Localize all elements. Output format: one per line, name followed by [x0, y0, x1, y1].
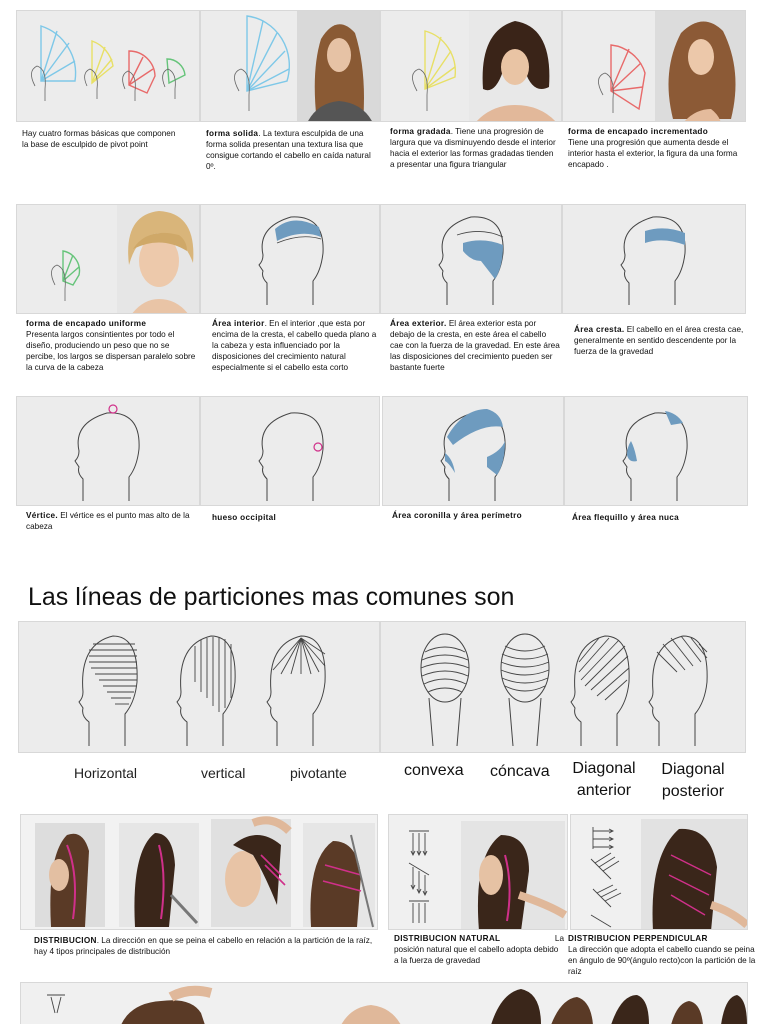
panel-uniform-layer [16, 204, 200, 314]
label-horizontal: Horizontal [74, 765, 138, 781]
exterior-area-head [381, 205, 562, 314]
caption-title: DISTRIBUCION PERPENDICULAR [568, 934, 708, 943]
section-title: Las líneas de particiones mas comunes son [28, 583, 515, 611]
caption-crest-area [574, 324, 744, 357]
crown-perimeter-head [383, 397, 564, 506]
panel-partitions-right [380, 621, 746, 753]
caption-title: Área cresta. [574, 325, 625, 334]
perpendicular-distribution-diagram [571, 815, 748, 930]
caption-crown-perimeter [392, 510, 564, 521]
caption-title: forma solida [206, 129, 259, 138]
fringe-nape-head [565, 397, 748, 506]
distribution-photo-strip [21, 815, 378, 930]
panel-vertex [16, 396, 200, 506]
panel-perpendicular-distribution [570, 814, 748, 930]
caption-text: El área exterior esta por debajo de la cresta, en este área el cabello cae con la fuerza de la gravedad. En este área las disposiciones del crecimiento pueden ser bastante fuerte [390, 319, 560, 372]
panel-natural-distribution [388, 814, 568, 930]
caption-distribution [34, 935, 374, 957]
label-vertical: vertical [201, 765, 246, 781]
caption-text: . En el interior ,que esta por encima de la cresta, el cabello queda plano a la cabeza y esta influenciado por la disposiciones del crecimiento natural especialmente si el cabello esta corto [212, 319, 377, 372]
caption-text: posición natural que el cabello adopta debido a la fuerza de gravedad [394, 945, 559, 965]
caption-title: hueso occipital [212, 513, 277, 522]
caption-title: forma de encapado incrementado [568, 127, 709, 136]
caption-text: El cabello en el área cresta cae, generalmente en sentido descendente por la fuerza de la gravedad [574, 325, 744, 356]
caption-text: El vértice es el punto mas alto de la cabeza [26, 511, 190, 531]
panel-fringe-nape [564, 396, 748, 506]
model-photo-wavy-long [655, 11, 746, 122]
caption-title: DISTRIBUCION [34, 936, 97, 945]
caption-text-start: La [554, 934, 564, 943]
panel-solid-form [200, 10, 380, 122]
caption-text: . La textura esculpida de una forma solida presentan una textura lisa que consigue cortando el cabello en caída natural 0º. [206, 129, 371, 171]
panel-crown-perimeter [382, 396, 564, 506]
caption-occipital [212, 512, 378, 523]
caption-text: La dirección que adopta el cabello cuando se peina en ángulo de 90º(ángulo recto)con la partición de la raíz [568, 945, 756, 976]
model-photo-short-pixie [117, 205, 200, 314]
caption-natural-distribution [394, 933, 564, 966]
model-photo-bob [469, 11, 562, 122]
caption-title: Área exterior. [390, 319, 447, 328]
label-convexa: convexa [404, 762, 464, 779]
caption-text: Presenta largos consintientes por todo el diseño, produciendo un peso que no se percibe, los largos se dispersan paralelo sobre la curva de la cabeza [26, 330, 196, 372]
label-diagonal-posterior: Diagonal posterior [661, 761, 725, 800]
caption-text: Tiene una progresión que aumenta desde el interior hasta el exterior, la figura da una forma encapado . [568, 138, 738, 169]
panel-distribution-photos [20, 814, 378, 930]
label-diagonal-anterior: Diagonal anterior [572, 760, 636, 799]
caption-solid-form [206, 128, 376, 172]
caption-title: DISTRIBUCION NATURAL [394, 934, 501, 943]
caption-fringe-nape [572, 512, 744, 523]
partition-heads-left [19, 622, 380, 753]
panel-exterior-area [380, 204, 562, 314]
caption-title: forma de encapado uniforme [26, 319, 147, 328]
caption-title: Área coronilla y área perímetro [392, 511, 522, 520]
caption-increased-layer [568, 126, 752, 170]
crest-area-head [563, 205, 746, 314]
caption-text: Hay cuatro formas básicas que componen la base de esculpido de pivot point [22, 129, 176, 149]
panel-graded-form [380, 10, 562, 122]
caption-exterior-area [390, 318, 560, 373]
caption-vertex [26, 510, 196, 532]
vertex-head [17, 397, 200, 506]
panel-partitions-left [18, 621, 380, 753]
partition-heads-right [381, 622, 746, 753]
caption-title: Vértice. [26, 511, 58, 520]
caption-perpendicular-distribution [568, 933, 764, 977]
occipital-head [201, 397, 380, 506]
natural-distribution-diagram [389, 815, 568, 930]
caption-text: . La dirección en que se peina el cabello en relación a la partición de la raíz, hay 4 tipos principales de distribución [34, 936, 373, 956]
caption-title: forma gradada [390, 127, 451, 136]
panel-crest-area [562, 204, 746, 314]
panel-occipital [200, 396, 380, 506]
caption-text: . Tiene una progresión de largura que va disminuyendo desde el interior hacia el exterior las formas gradadas tienden a presentar una figura triangular [390, 127, 556, 169]
caption-four-forms [22, 128, 182, 150]
interior-area-head [201, 205, 380, 314]
caption-title: Área flequillo y área nuca [572, 513, 679, 522]
caption-graded-form [390, 126, 556, 170]
panel-four-forms [16, 10, 200, 122]
caption-uniform-layer [26, 318, 198, 373]
caption-title: Área interior [212, 319, 265, 328]
panel-bottom-strip [20, 982, 748, 1024]
label-concava: cóncava [490, 763, 550, 780]
panel-interior-area [200, 204, 380, 314]
caption-interior-area [212, 318, 378, 373]
bottom-photo-strip [21, 983, 748, 1024]
label-pivotante: pivotante [290, 765, 347, 781]
panel-increased-layer [562, 10, 746, 122]
four-forms-diagram [17, 11, 200, 122]
model-photo-long-straight [297, 11, 380, 122]
